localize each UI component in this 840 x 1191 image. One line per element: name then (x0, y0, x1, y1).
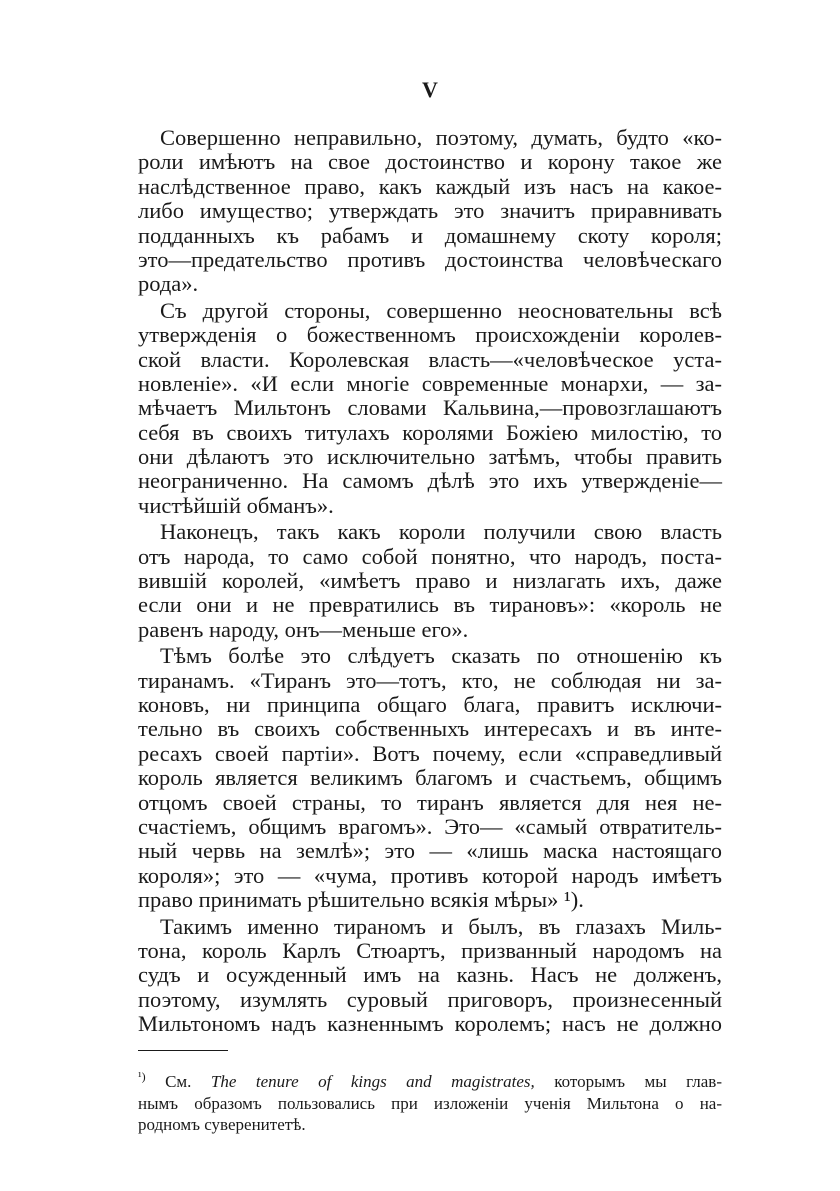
text-line: наслѣдственное право, какъ каждый изъ насъ на какое- (138, 173, 722, 199)
text-line: счастіемъ, общимъ врагомъ». Это— «самый отвратитель- (138, 813, 722, 839)
text-line: равенъ народу, онъ—меньше его». (138, 616, 469, 642)
footnote-rest: которымъ мы глав- (554, 1072, 722, 1092)
text-line: Мильтономъ надъ казненнымъ королемъ; насъ не должно (138, 1011, 722, 1037)
text-line: поэтому, изумлять суровый приговоръ, произнесенный (138, 986, 722, 1012)
footnote-marker: ¹) (138, 1069, 146, 1084)
text-line: Наконецъ, такъ какъ короли получили свою власть (160, 519, 722, 545)
paragraph-1 (138, 126, 722, 297)
text-line: отъ народа, то само собой понятно, что народъ, поста- (138, 543, 722, 569)
text-line: тельно въ своихъ собственныхъ интересахъ и въ инте- (138, 716, 722, 742)
text-line: неограниченно. На самомъ дѣлѣ это ихъ утвержденіе— (138, 468, 722, 494)
footnote-line-2: нымъ образомъ пользовались при изложеніи ученія Мильтона о на- (138, 1093, 722, 1113)
footnote-prefix: См. (165, 1072, 192, 1092)
text-line: чистѣйшій обманъ». (138, 492, 334, 518)
text-line: короля»; это — «чума, противъ которой народъ имѣетъ (138, 862, 722, 888)
text-line: ской власти. Королевская власть—«человѣческое уста- (138, 346, 722, 372)
footnote (138, 1071, 722, 1136)
paragraph-2 (138, 299, 722, 519)
footnote-divider (138, 1050, 228, 1051)
text-line: коновъ, ни принципа общаго блага, правитъ исключи- (138, 691, 722, 717)
text-line: Такимъ именно тираномъ и былъ, въ глазахъ Миль- (160, 913, 722, 939)
text-line: себя въ своихъ титулахъ королями Божіею милостію, то (138, 419, 722, 445)
text-line: это—предательство противъ достоинства человѣческаго (138, 246, 722, 272)
text-line: ный червь на землѣ»; это — «лишь маска настоящаго (138, 838, 722, 864)
text-line: подданныхъ къ рабамъ и домашнему скоту короля; (138, 222, 722, 248)
footnote-line-3: родномъ суверенитетѣ. (138, 1115, 306, 1135)
text-line: Тѣмъ болѣе это слѣдуетъ сказать по отношенію къ (160, 643, 722, 669)
text-line: Совершенно неправильно, поэтому, думать, будто «ко- (160, 125, 722, 150)
text-line: ресахъ своей партіи». Вотъ почему, если «справедливый (138, 740, 722, 766)
paragraph-5 (138, 915, 722, 1037)
body-text (138, 126, 722, 1036)
book-page (138, 78, 722, 1136)
text-line: тона, король Карлъ Стюартъ, призванный народомъ на (138, 937, 722, 963)
text-line: вившій королей, «имѣетъ право и низлагать ихъ, даже (138, 568, 722, 594)
text-line: тиранамъ. «Тиранъ это—тотъ, кто, не соблюдая ни за- (138, 667, 722, 693)
paragraph-3 (138, 520, 722, 642)
footnote-line-1 (138, 1071, 722, 1093)
text-line: право принимать рѣшительно всякія мѣры» ¹). (138, 887, 584, 913)
text-line: рода». (138, 271, 199, 297)
text-line: они дѣлаютъ это исключительно затѣмъ, чтобы править (138, 444, 722, 470)
page-number: V (422, 77, 438, 102)
footnote-title: The tenure of kings and magistrates, (210, 1072, 535, 1092)
text-line: Съ другой стороны, совершенно неосновательны всѣ (160, 297, 722, 323)
text-line: новленіе». «И если многіе современные монархи, — за- (138, 370, 722, 396)
text-line: либо имущество; утверждать это значитъ приравнивать (138, 198, 722, 224)
paragraph-4 (138, 644, 722, 912)
text-line: судъ и осужденный имъ на казнь. Насъ не долженъ, (138, 962, 722, 988)
text-line: отцомъ своей страны, то тиранъ является для нея не- (138, 789, 722, 815)
text-line: утвержденія о божественномъ происхожденіи королев- (138, 322, 722, 348)
text-line: мѣчаетъ Мильтонъ словами Кальвина,—провозглашаютъ (138, 395, 722, 421)
text-line: если они и не превратились въ тирановъ»: «король не (138, 592, 722, 618)
text-line: роли имѣютъ на свое достоинство и корону такое же (138, 149, 722, 175)
text-line: король является великимъ благомъ и счастьемъ, общимъ (138, 765, 722, 791)
